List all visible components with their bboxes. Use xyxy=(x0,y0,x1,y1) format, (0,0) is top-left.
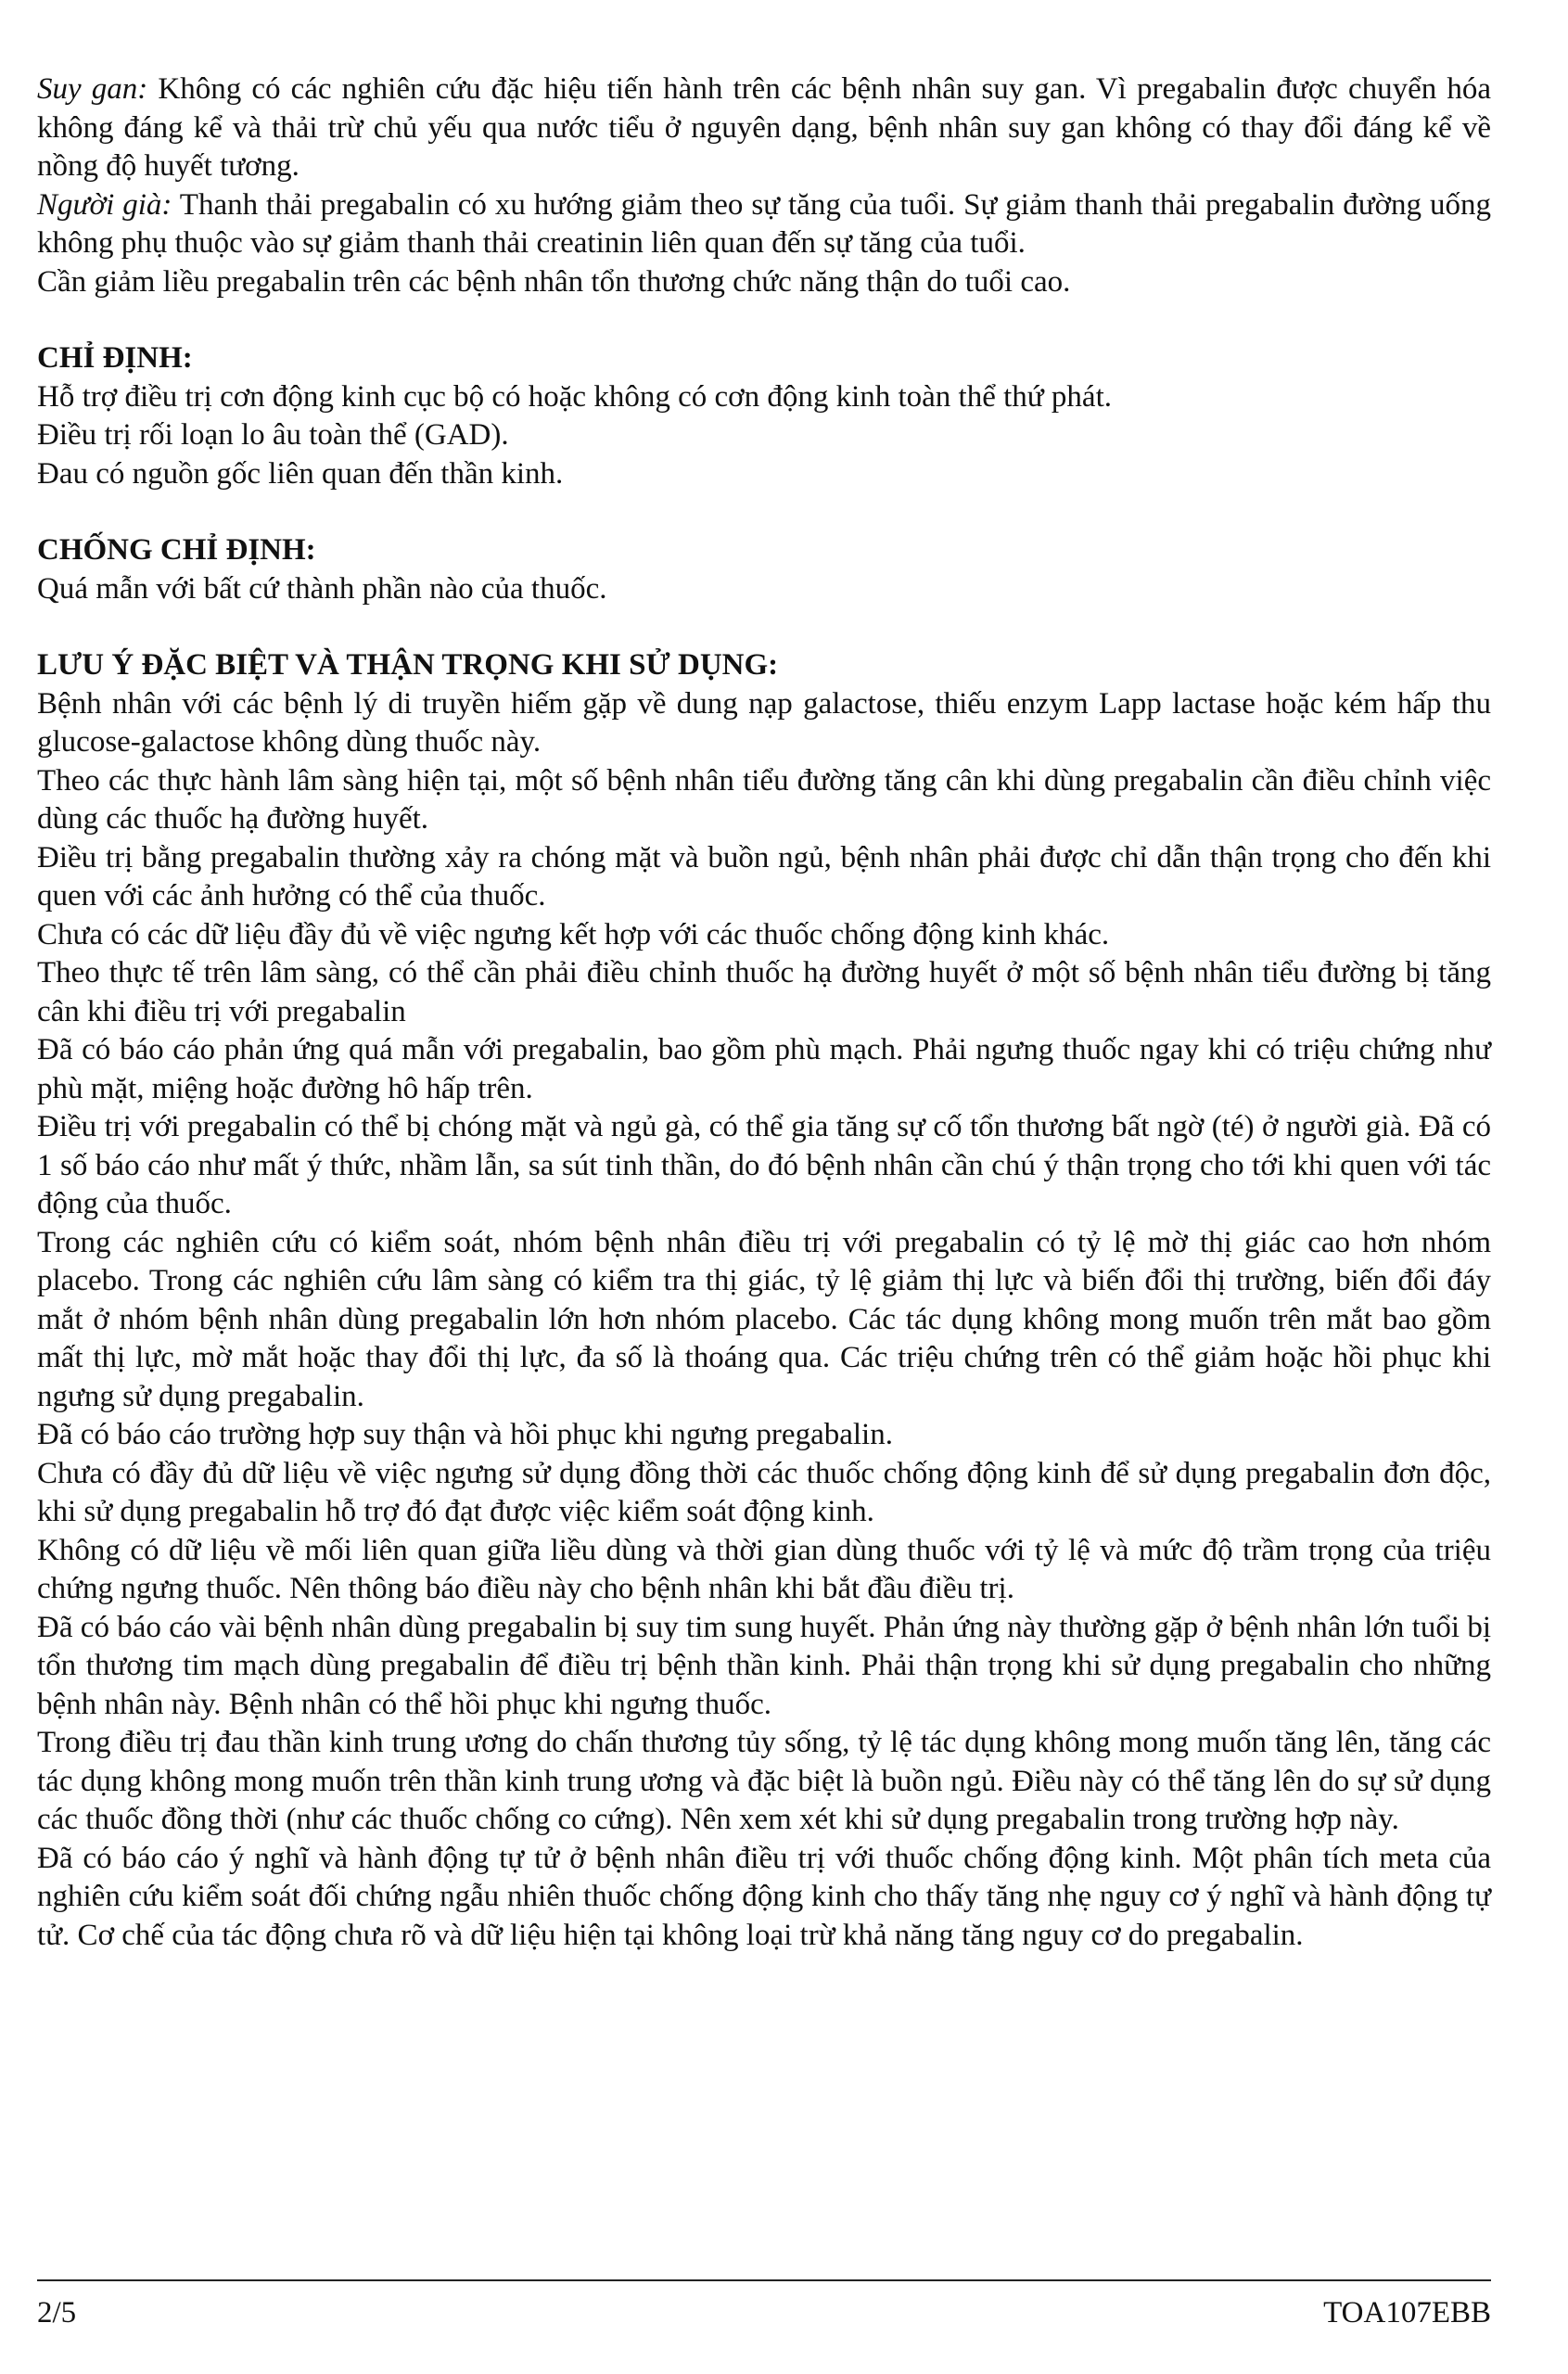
precautions-heading: LƯU Ý ĐẶC BIỆT VÀ THẬN TRỌNG KHI SỬ DỤNG: xyxy=(37,648,779,682)
precaution-item: Chưa có đầy đủ dữ liệu về việc ngưng sử dụng đồng thời các thuốc chống động kinh để sử dụng pregabalin đơn độc, khi sử dụng pregabalin hỗ trợ đó đạt được việc kiểm soát động kinh. xyxy=(37,1456,1491,1528)
footer-divider xyxy=(37,2279,1491,2281)
hepatic-impairment-paragraph xyxy=(37,70,1491,186)
page-footer xyxy=(37,2294,1491,2333)
document-body xyxy=(37,70,1491,1955)
document-code: TOA107EBB xyxy=(1323,2296,1491,2329)
section-gap xyxy=(37,608,1491,646)
section-gap xyxy=(37,301,1491,339)
precaution-item: Chưa có các dữ liệu đầy đủ về việc ngưng kết hợp với các thuốc chống động kinh khác. xyxy=(37,917,1110,951)
precaution-item: Bệnh nhân với các bệnh lý di truyền hiếm gặp về dung nạp galactose, thiếu enzym Lapp lactase hoặc kém hấp thu glucose-galactose không dùng thuốc này. xyxy=(37,686,1491,759)
precaution-item: Trong các nghiên cứu có kiểm soát, nhóm bệnh nhân điều trị với pregabalin có tỷ lệ mờ thị giác cao hơn nhóm placebo. Trong các nghiên cứu lâm sàng có kiểm tra thị giác, tỷ lệ giảm thị lực và biến đổi thị trường, biến đổi đáy mắt ở nhóm bệnh nhân dùng pregabalin lớn hơn nhóm placebo. Các tác dụng không mong muốn trên mắt bao gồm mất thị lực, mờ mắt hoặc thay đổi thị lực, đa số là thoáng qua. Các triệu chứng trên có thể giảm hoặc hồi phục khi ngưng sử dụng pregabalin. xyxy=(37,1225,1491,1413)
elderly-paragraph xyxy=(37,186,1491,263)
precaution-item: Điều trị với pregabalin có thể bị chóng mặt và ngủ gà, có thể gia tăng sự cố tổn thương bất ngờ (té) ở người già. Đã có 1 số báo cáo như mất ý thức, nhầm lẫn, sa sút tinh thần, do đó bệnh nhân cần chú ý thận trọng cho tới khi quen với tác động của thuốc. xyxy=(37,1110,1491,1220)
precaution-item: Theo thực tế trên lâm sàng, có thể cần phải điều chỉnh thuốc hạ đường huyết ở một số bệnh nhân tiểu đường bị tăng cân khi điều trị với pregabalin xyxy=(37,956,1491,1028)
precaution-item: Đã có báo cáo ý nghĩ và hành động tự tử ở bệnh nhân điều trị với thuốc chống động kinh. Một phân tích meta của nghiên cứu kiểm soát đối chứng ngẫu nhiên thuốc chống động kinh cho thấy tăng nhẹ nguy cơ ý nghĩ và hành động tự tử. Cơ chế của tác động chưa rõ và dữ liệu hiện tại không loại trừ khả năng tăng nguy cơ do pregabalin. xyxy=(37,1841,1491,1952)
elderly-label: Người già: xyxy=(37,187,172,222)
hepatic-impairment-text: Không có các nghiên cứu đặc hiệu tiến hành trên các bệnh nhân suy gan. Vì pregabalin được chuyển hóa không đáng kể và thải trừ chủ yếu qua nước tiểu ở nguyên dạng, bệnh nhân suy gan không có thay đổi đáng kể về nồng độ huyết tương. xyxy=(37,72,1491,183)
precaution-item: Đã có báo cáo vài bệnh nhân dùng pregabalin bị suy tim sung huyết. Phản ứng này thường gặp ở bệnh nhân lớn tuổi bị tổn thương tim mạch dùng pregabalin để điều trị bệnh thần kinh. Phải thận trọng khi sử dụng pregabalin cho những bệnh nhân này. Bệnh nhân có thể hồi phục khi ngưng thuốc. xyxy=(37,1610,1491,1721)
precaution-item: Điều trị bằng pregabalin thường xảy ra chóng mặt và buồn ngủ, bệnh nhân phải được chỉ dẫn thận trọng cho đến khi quen với các ảnh hưởng có thể của thuốc. xyxy=(37,840,1491,913)
precaution-item: Theo các thực hành lâm sàng hiện tại, một số bệnh nhân tiểu đường tăng cân khi dùng pregabalin cần điều chỉnh việc dùng các thuốc hạ đường huyết. xyxy=(37,763,1491,836)
indications-heading: CHỈ ĐỊNH: xyxy=(37,341,193,375)
indication-item: Hỗ trợ điều trị cơn động kinh cục bộ có hoặc không có cơn động kinh toàn thể thứ phát. xyxy=(37,379,1112,414)
page-number: 2/5 xyxy=(37,2296,77,2329)
indication-item: Điều trị rối loạn lo âu toàn thể (GAD). xyxy=(37,418,509,452)
indication-item: Đau có nguồn gốc liên quan đến thần kinh. xyxy=(37,456,564,491)
section-gap xyxy=(37,493,1491,531)
contraindications-heading: CHỐNG CHỈ ĐỊNH: xyxy=(37,533,316,567)
precaution-item: Trong điều trị đau thần kinh trung ương do chấn thương tủy sống, tỷ lệ tác dụng không mong muốn tăng lên, tăng các tác dụng không mong muốn trên thần kinh trung ương và đặc biệt là buồn ngủ. Điều này có thể tăng lên do sự sử dụng các thuốc đồng thời (như các thuốc chống co cứng). Nên xem xét khi sử dụng pregabalin trong trường hợp này. xyxy=(37,1726,1491,1836)
dose-reduction-paragraph: Cần giảm liều pregabalin trên các bệnh nhân tổn thương chức năng thận do tuổi cao. xyxy=(37,264,1071,299)
hepatic-impairment-label: Suy gan: xyxy=(37,72,148,106)
contraindication-item: Quá mẫn với bất cứ thành phần nào của thuốc. xyxy=(37,571,607,606)
elderly-text: Thanh thải pregabalin có xu hướng giảm theo sự tăng của tuổi. Sự giảm thanh thải pregabalin đường uống không phụ thuộc vào sự giảm thanh thải creatinin liên quan đến sự tăng của tuổi. xyxy=(37,187,1492,260)
precaution-item: Đã có báo cáo trường hợp suy thận và hồi phục khi ngưng pregabalin. xyxy=(37,1418,893,1451)
precaution-item: Đã có báo cáo phản ứng quá mẫn với pregabalin, bao gồm phù mạch. Phải ngưng thuốc ngay khi có triệu chứng như phù mặt, miệng hoặc đường hô hấp trên. xyxy=(37,1033,1491,1105)
precaution-item: Không có dữ liệu về mối liên quan giữa liều dùng và thời gian dùng thuốc với tỷ lệ và mức độ trầm trọng của triệu chứng ngưng thuốc. Nên thông báo điều này cho bệnh nhân khi bắt đầu điều trị. xyxy=(37,1533,1491,1605)
